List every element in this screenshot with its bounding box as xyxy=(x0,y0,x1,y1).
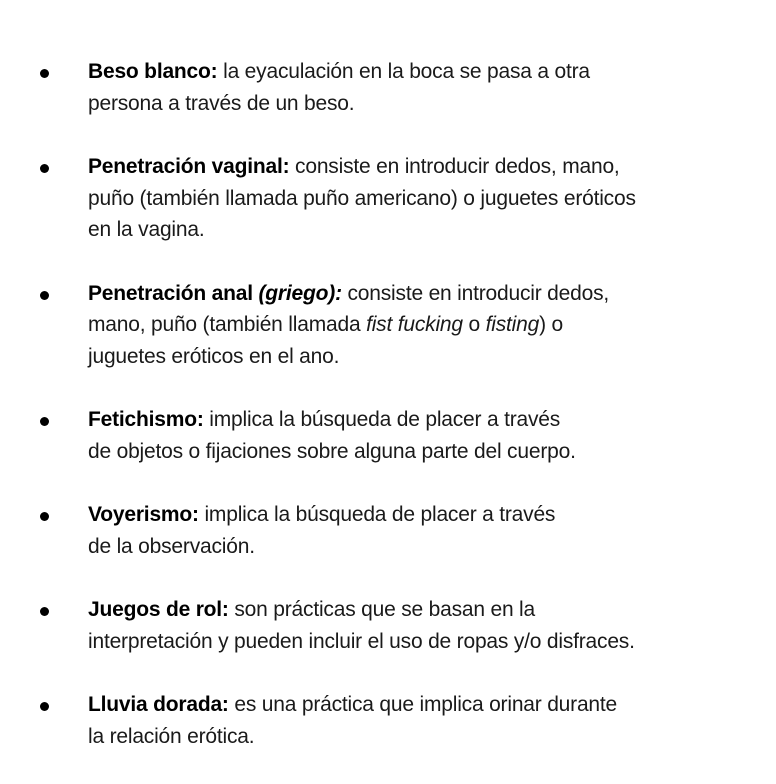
bullet-icon xyxy=(40,164,49,173)
list-item-beso-blanco xyxy=(0,56,776,119)
term-description: puño (también llamada puño americano) o juguetes eróticos xyxy=(88,186,636,210)
list-item-lluvia-dorada xyxy=(0,689,776,752)
term-description: implica la búsqueda de placer a través xyxy=(198,503,556,526)
term-label: Lluvia dorada: xyxy=(88,693,229,716)
term-description: juguetes eróticos en el ano. xyxy=(88,344,340,368)
term-label: Beso blanco: xyxy=(88,60,218,83)
term-alias: (griego): xyxy=(252,281,342,305)
bullet-icon xyxy=(40,69,49,78)
list-item-fetichismo xyxy=(0,404,776,467)
term-description: de objetos o fijaciones sobre alguna parte del cuerpo. xyxy=(88,439,576,463)
term-emphasis: fist fucking xyxy=(366,313,463,336)
term-label: Penetración anal xyxy=(88,281,253,305)
term-label: Penetración vaginal: xyxy=(88,155,290,178)
list-item-juegos-de-rol xyxy=(0,594,776,657)
bullet-icon xyxy=(40,512,49,521)
bullet-icon xyxy=(40,291,49,300)
term-description: la relación erótica. xyxy=(88,724,255,748)
term-description: es una práctica que implica orinar durante xyxy=(228,693,618,716)
term-label: Juegos de rol: xyxy=(88,598,229,621)
term-description: son prácticas que se basan en la xyxy=(228,598,536,621)
list-item-voyerismo xyxy=(0,499,776,562)
glossary-list xyxy=(0,56,776,784)
term-emphasis: fisting xyxy=(485,313,540,336)
term-label: Fetichismo: xyxy=(88,408,204,431)
term-description: mano, puño (también llamada xyxy=(88,313,367,336)
term-description: consiste en introducir dedos, xyxy=(341,281,610,305)
term-label: Voyerismo: xyxy=(88,503,199,526)
bullet-icon xyxy=(40,607,49,616)
term-description: interpretación y pueden incluir el uso de ropas y/o disfraces. xyxy=(88,629,635,653)
term-description: implica la búsqueda de placer a través xyxy=(203,408,561,431)
term-description: ) o xyxy=(539,313,564,336)
term-description: o xyxy=(462,313,486,336)
bullet-icon xyxy=(40,702,49,711)
term-description: en la vagina. xyxy=(88,218,205,241)
term-description: consiste en introducir dedos, mano, xyxy=(289,155,620,178)
term-description: la eyaculación en la boca se pasa a otra xyxy=(217,60,590,83)
list-item-penetracion-vaginal xyxy=(0,151,776,246)
bullet-icon xyxy=(40,417,49,426)
term-description: persona a través de un beso. xyxy=(88,91,355,115)
list-item-penetracion-anal xyxy=(0,278,776,373)
term-description: de la observación. xyxy=(88,534,255,558)
